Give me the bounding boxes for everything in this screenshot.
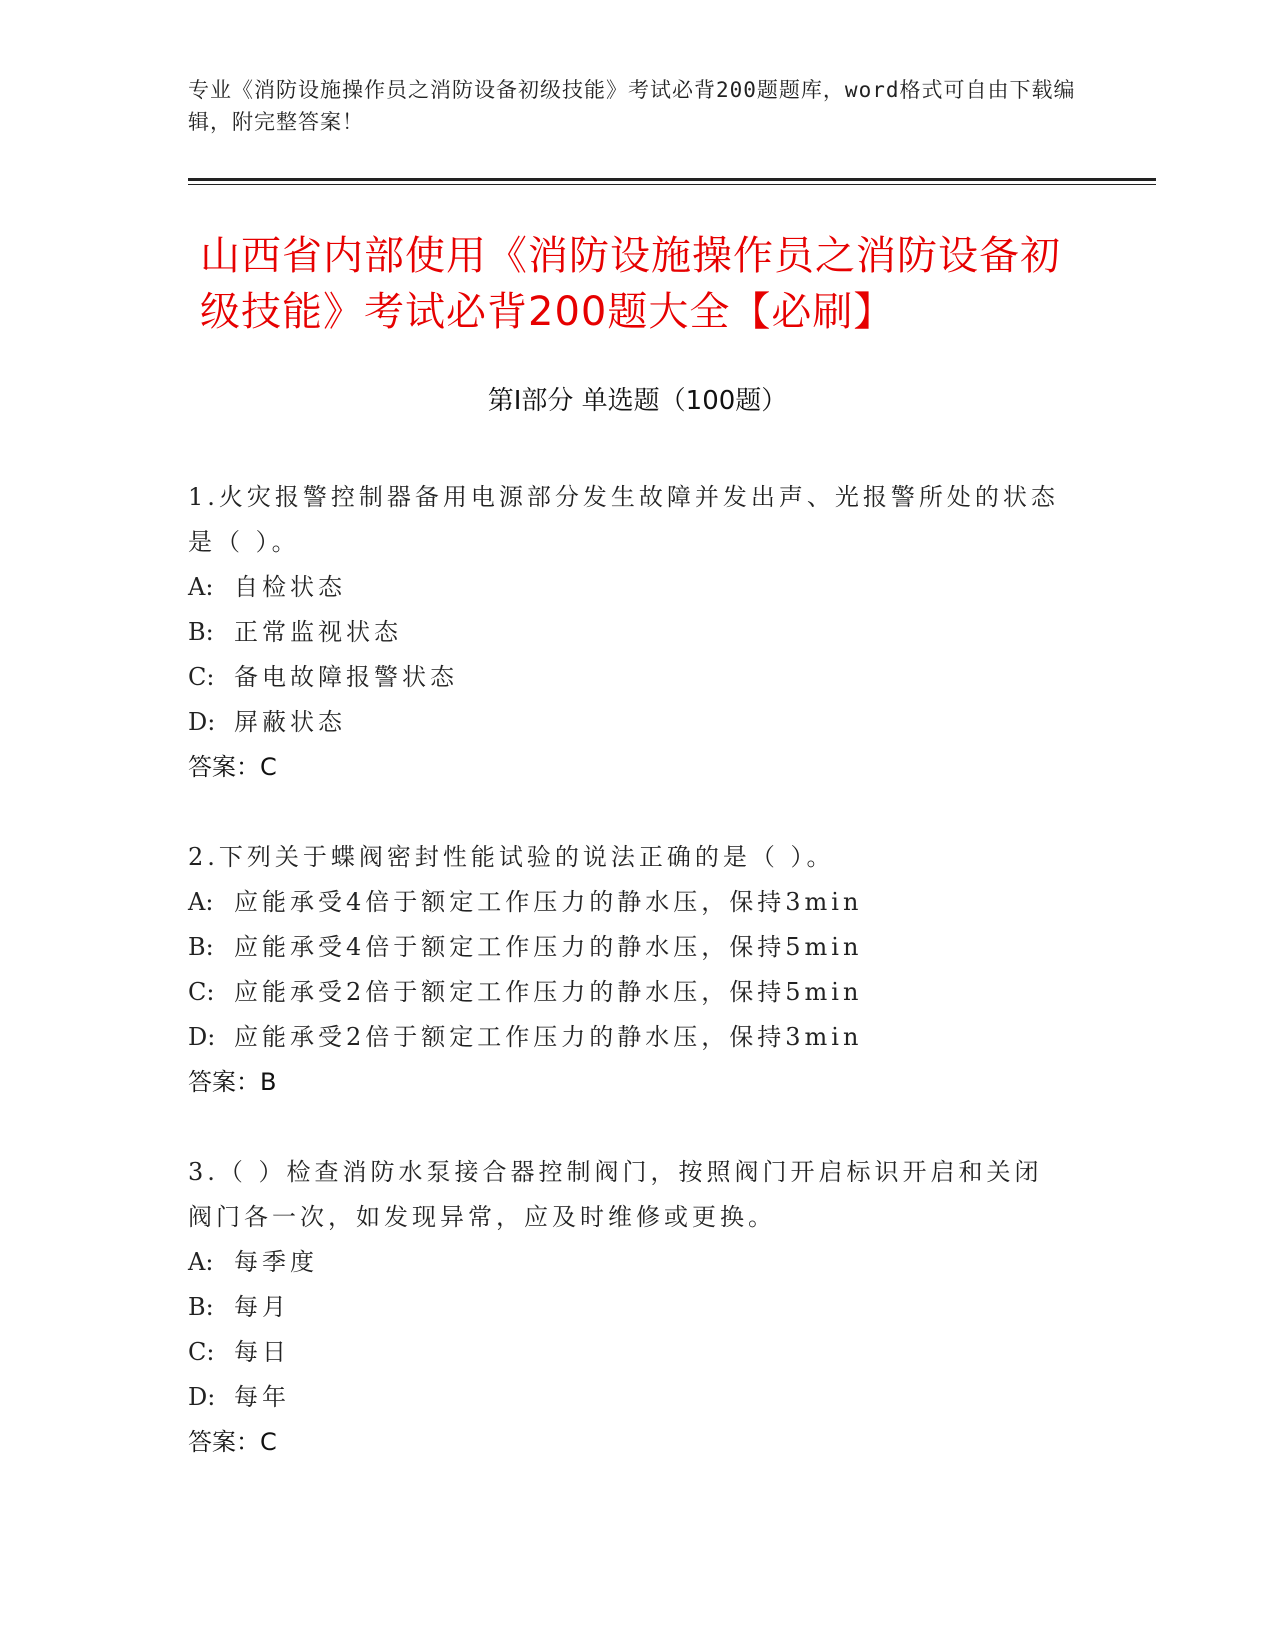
- option-a: [188, 880, 1068, 925]
- option-d: [188, 700, 1068, 745]
- section-heading: 第Ⅰ部分 单选题（100题）: [487, 386, 788, 416]
- option-text: 每年: [234, 1383, 290, 1411]
- option-letter: A:: [188, 888, 214, 916]
- option-letter: D:: [188, 1023, 216, 1051]
- answer-label: 答案：: [188, 1428, 260, 1456]
- question-2: [188, 835, 1068, 1105]
- option-b: [188, 610, 1068, 655]
- question-text: 3.（ ）检查消防水泵接合器控制阀门，按照阀门开启标识开启和关闭阀门各一次，如发现异常，应及时维修或更换。: [188, 1158, 1043, 1231]
- option-letter: C:: [188, 663, 215, 691]
- question-1: [188, 475, 1068, 790]
- intro-text: 专业《消防设施操作员之消防设备初级技能》考试必背200题题库，word格式可自由下载编辑，附完整答案！: [188, 78, 1076, 134]
- option-c: [188, 970, 1068, 1015]
- answer-value: C: [260, 1428, 277, 1456]
- question-text: 2.下列关于蝶阀密封性能试验的说法正确的是（ ）。: [188, 843, 835, 871]
- option-text: 每季度: [234, 1248, 318, 1276]
- option-letter: B:: [188, 618, 214, 646]
- option-text: 应能承受4倍于额定工作压力的静水压，保持3min: [234, 888, 863, 916]
- option-text: 正常监视状态: [234, 618, 402, 646]
- option-c: [188, 655, 1068, 700]
- option-text: 备电故障报警状态: [234, 663, 458, 691]
- question-text: 1.火灾报警控制器备用电源部分发生故障并发出声、光报警所处的状态是（ ）。: [188, 483, 1059, 556]
- option-text: 自检状态: [234, 573, 346, 601]
- option-b: [188, 925, 1068, 970]
- option-text: 每月: [234, 1293, 290, 1321]
- option-letter: B:: [188, 933, 214, 961]
- option-text: 应能承受2倍于额定工作压力的静水压，保持3min: [234, 1023, 863, 1051]
- option-letter: C:: [188, 978, 215, 1006]
- option-text: 应能承受2倍于额定工作压力的静水压，保持5min: [234, 978, 863, 1006]
- option-letter: A:: [188, 1248, 214, 1276]
- option-c: [188, 1330, 1068, 1375]
- answer-line: [188, 1060, 1068, 1105]
- option-letter: B:: [188, 1293, 214, 1321]
- option-a: [188, 1240, 1068, 1285]
- answer-line: [188, 745, 1068, 790]
- option-b: [188, 1285, 1068, 1330]
- header-divider-thin: [188, 184, 1156, 185]
- answer-value: B: [260, 1068, 277, 1096]
- option-d: [188, 1015, 1068, 1060]
- option-d: [188, 1375, 1068, 1420]
- option-letter: D:: [188, 1383, 216, 1411]
- option-text: 屏蔽状态: [234, 708, 346, 736]
- answer-label: 答案：: [188, 753, 260, 781]
- option-letter: A:: [188, 573, 214, 601]
- option-letter: C:: [188, 1338, 215, 1366]
- answer-line: [188, 1420, 1068, 1465]
- option-text: 每日: [234, 1338, 290, 1366]
- question-3: [188, 1150, 1068, 1465]
- answer-label: 答案：: [188, 1068, 260, 1096]
- document-title: 山西省内部使用《消防设施操作员之消防设备初级技能》考试必背200题大全【必刷】: [200, 233, 1061, 335]
- answer-value: C: [260, 753, 277, 781]
- question-list: [188, 475, 1068, 1510]
- option-text: 应能承受4倍于额定工作压力的静水压，保持5min: [234, 933, 863, 961]
- header-divider-thick: [188, 178, 1156, 181]
- option-letter: D:: [188, 708, 216, 736]
- option-a: [188, 565, 1068, 610]
